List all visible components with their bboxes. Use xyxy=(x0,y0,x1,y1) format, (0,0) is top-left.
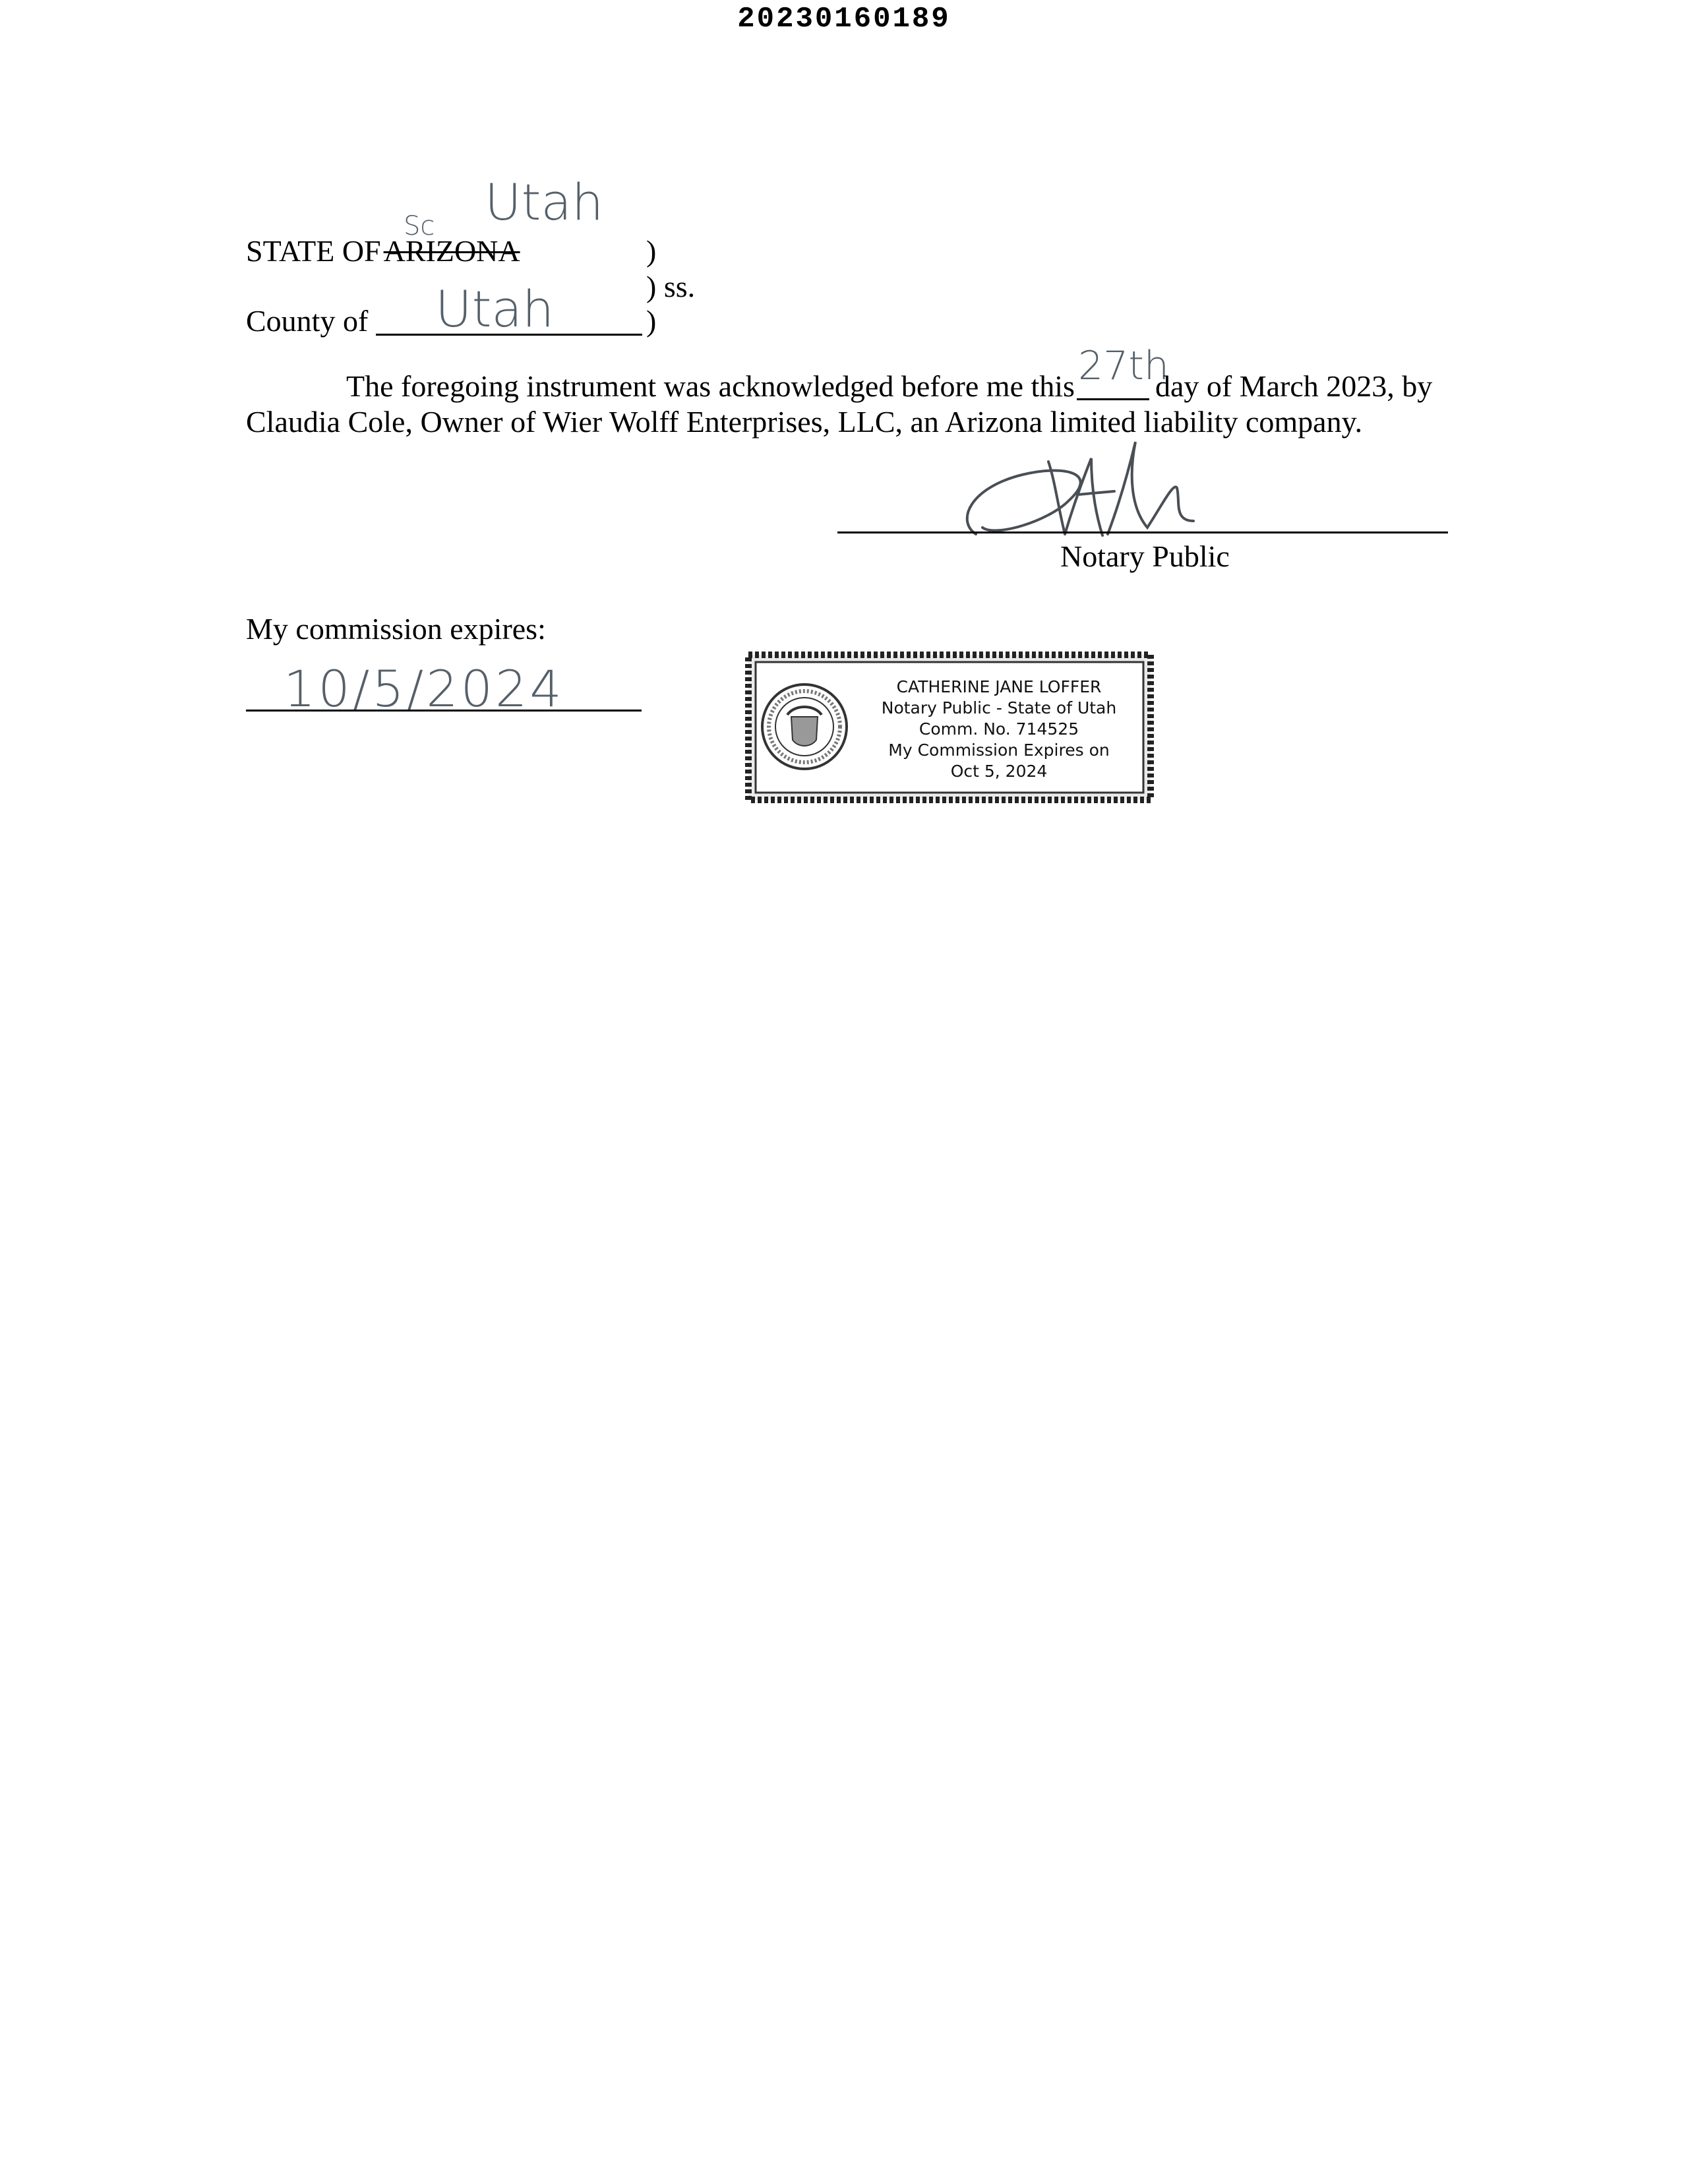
state-handwritten: Utah xyxy=(485,173,604,231)
ack-line1-before: The foregoing instrument was acknowledged before me this xyxy=(346,369,1075,403)
recording-number: 20230160189 xyxy=(737,3,951,36)
state-label: STATE OF xyxy=(246,234,381,268)
state-struck-text: ARIZONA xyxy=(383,234,520,268)
commission-date-handwritten: 10/5/2024 xyxy=(284,659,564,718)
paren-1: ) xyxy=(646,234,657,268)
seal-text-block xyxy=(857,677,1141,782)
ack-line2: Claudia Cole, Owner of Wier Wolff Enterprises, LLC, an Arizona limited liability company. xyxy=(246,405,1363,439)
seal-name: CATHERINE JANE LOFFER xyxy=(896,677,1102,696)
seal-line2: Notary Public - State of Utah xyxy=(881,698,1117,717)
day-handwritten: 27th xyxy=(1078,343,1169,389)
great-seal-emblem xyxy=(758,681,851,773)
ack-line1-after: day of March 2023, by xyxy=(1155,369,1433,403)
day-underline xyxy=(1077,398,1149,400)
state-correction-mark: Sc xyxy=(404,211,435,241)
seal-line3: Comm. No. 714525 xyxy=(919,719,1079,739)
county-handwritten: Utah xyxy=(435,280,555,338)
state-label-row xyxy=(246,234,520,268)
commission-label: My commission expires: xyxy=(246,612,546,646)
commission-underline xyxy=(246,710,642,712)
notary-title: Notary Public xyxy=(1060,539,1230,573)
notary-signature-line xyxy=(837,531,1448,533)
seal-line5: Oct 5, 2024 xyxy=(950,762,1048,781)
county-label: County of xyxy=(246,304,369,338)
seal-line4: My Commission Expires on xyxy=(888,741,1110,760)
paren-2: ) xyxy=(646,304,657,338)
notary-signature xyxy=(950,422,1226,554)
ss-label: ) ss. xyxy=(646,270,696,303)
notary-seal-stamp xyxy=(745,652,1154,803)
